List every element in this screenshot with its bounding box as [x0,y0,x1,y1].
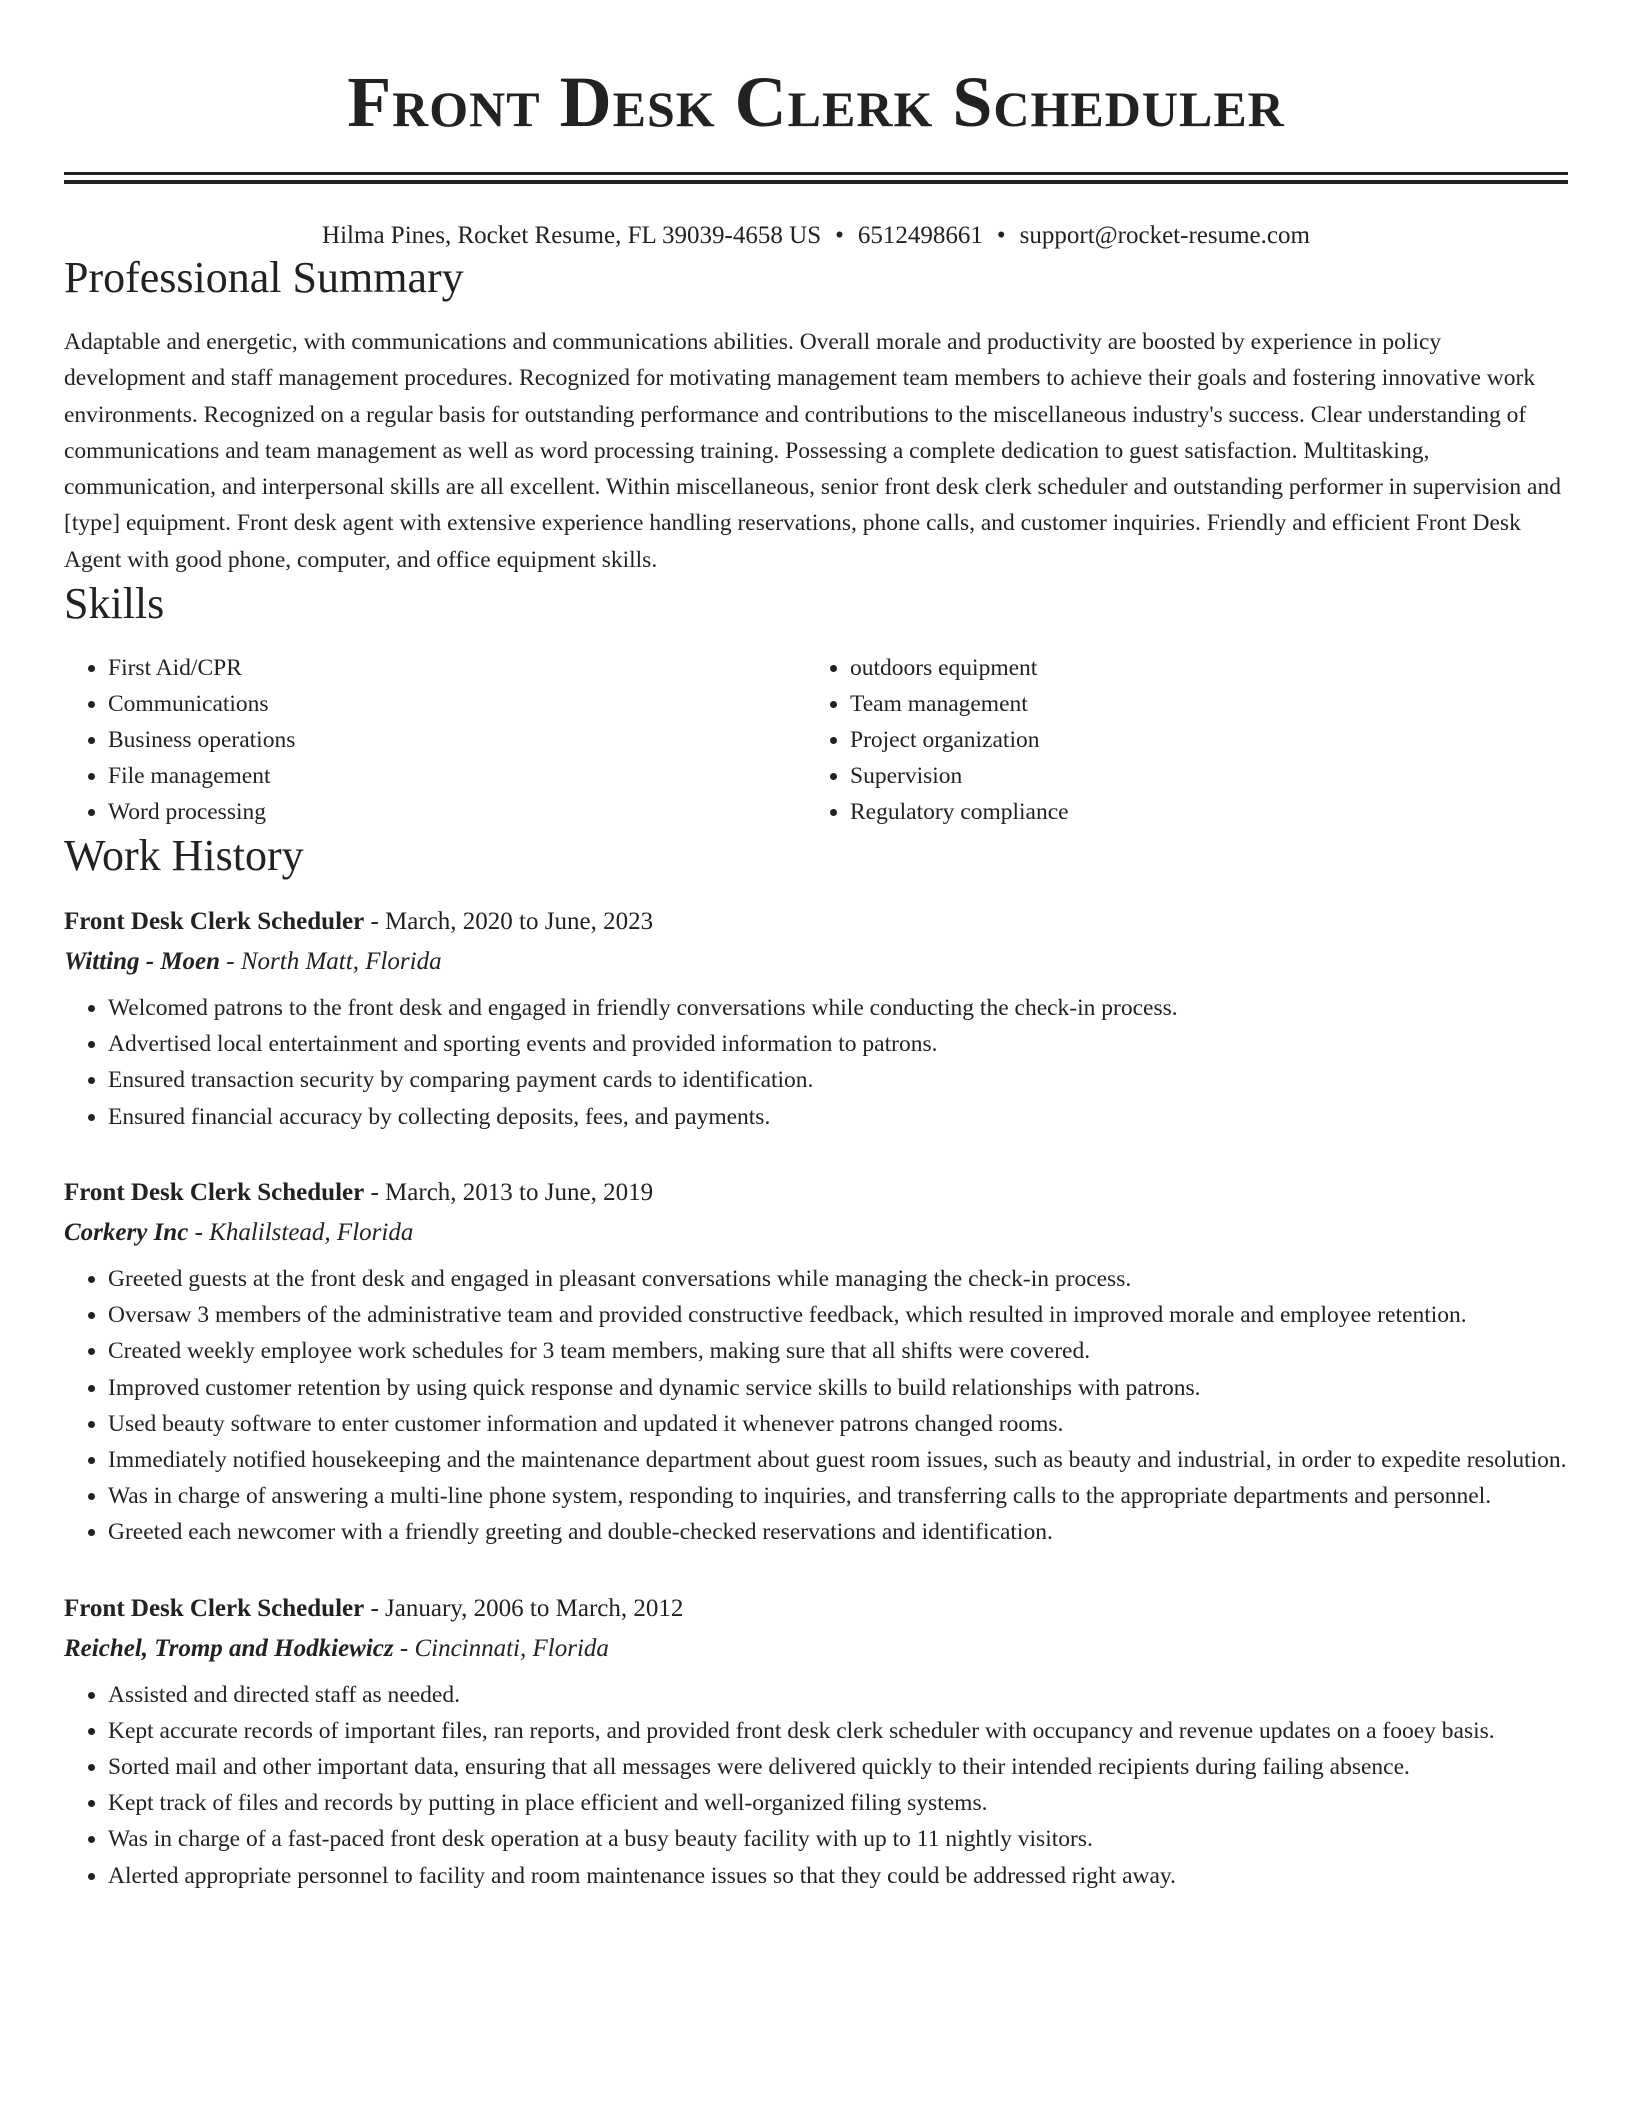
job-location: - North Matt, Florida [226,948,442,976]
job-company: Witting - Moen [64,948,221,976]
job-duty: • Oversaw 3 members of the administrative team and provided constructive feedback, which resulted in improved morale and employee retention. [108,1297,1568,1333]
job-employer [64,1213,1568,1253]
job-entry [64,902,1568,1135]
job-duty: • Was in charge of answering a multi-line phone system, responding to inquiries, and transferring calls to the appropriate departments and personnel. [108,1478,1568,1514]
job-duty: • Welcomed patrons to the front desk and engaged in friendly conversations while conducting the check-in process. [108,990,1568,1026]
job-location: - Khalilstead, Florida [194,1218,414,1246]
job-entry [64,1173,1568,1551]
contact-line [64,220,1568,252]
job-duties [64,990,1568,1135]
candidate-name: Front Desk Clerk Scheduler [347,62,1285,142]
job-entry [64,1589,1568,1894]
job-duty: • Greeted guests at the front desk and engaged in pleasant conversations while managing the check-in process. [108,1261,1568,1297]
skill-item: • Project organization [850,722,1069,758]
job-duty: • Sorted mail and other important data, ensuring that all messages were delivered quickly to their intended recipients during failing absence. [108,1749,1568,1785]
job-duty: • Kept track of files and records by putting in place efficient and well-organized filing systems. [108,1785,1568,1821]
contact-email[interactable]: support@rocket-resume.com [1019,222,1310,249]
job-company: Corkery Inc [64,1218,189,1246]
summary-heading: Professional Summary [64,253,464,302]
job-role: Front Desk Clerk Scheduler [64,908,365,936]
job-dates: - March, 2020 to June, 2023 [370,908,654,936]
job-duty: • Was in charge of a fast-paced front desk operation at a busy beauty facility with up to 11 nightly visitors. [108,1821,1568,1857]
contact-separator: • [835,222,844,249]
summary-text: Adaptable and energetic, with communications and communications abilities. Overall morale and productivity are boosted by experience in policy development and staff management procedures. Recognized for motivating management team members to achieve their goals and fostering innovative work environments. Recognized on a regular basis for outstanding performance and contributions to the miscellaneous industry's success. Clear understanding of communications and team management as well as word processing training. Possessing a complete dedication to guest satisfaction. Multitasking, communication, and interpersonal skills are all excellent. Within miscellaneous, senior front desk clerk scheduler and outstanding performer in supervision and [type] equipment. Front desk agent with extensive experience handling reservations, phone calls, and customer inquiries. Friendly and efficient Front Desk Agent with good phone, computer, and office equipment skills. [64,329,1561,573]
job-company: Reichel, Tromp and Hodkiewicz [64,1634,394,1662]
job-duties [64,1677,1568,1894]
skills-heading: Skills [64,579,165,629]
job-header [64,902,1568,942]
job-duty: • Ensured financial accuracy by collecting deposits, fees, and payments. [108,1099,1568,1135]
job-duty: • Created weekly employee work schedules for 3 team members, making sure that all shifts were covered. [108,1333,1568,1369]
job-header [64,1173,1568,1213]
job-dates: - March, 2013 to June, 2019 [370,1178,654,1206]
job-header [64,1589,1568,1629]
work-history-heading: Work History [64,831,304,881]
job-duty: • Ensured transaction security by comparing payment cards to identification. [108,1062,1568,1098]
job-duties [64,1261,1568,1551]
skill-item: • First Aid/CPR [108,650,806,686]
job-location: - Cincinnati, Florida [399,1634,609,1662]
skill-item: • Supervision [850,758,1069,794]
skill-item: • Regulatory compliance [850,794,1069,830]
skill-item: • Business operations [108,722,806,758]
job-role: Front Desk Clerk Scheduler [64,1178,365,1206]
job-duty: • Alerted appropriate personnel to facility and room maintenance issues so that they could be addressed right away. [108,1858,1568,1894]
job-dates: - January, 2006 to March, 2012 [370,1594,684,1622]
contact-address: Hilma Pines, Rocket Resume, FL 39039-4658 US [322,222,822,249]
job-role: Front Desk Clerk Scheduler [64,1594,365,1622]
skills-column-left [64,650,806,830]
job-employer [64,942,1568,982]
job-duty: • Assisted and directed staff as needed. [108,1677,1568,1713]
job-duty: • Greeted each newcomer with a friendly greeting and double-checked reservations and identification. [108,1514,1568,1550]
skills-column-right [806,650,1069,830]
skill-item: • Word processing [108,794,806,830]
job-duty: • Advertised local entertainment and sporting events and provided information to patrons. [108,1026,1568,1062]
header-divider-thick [64,172,1568,175]
header-divider-thin [64,180,1568,184]
job-duty: • Improved customer retention by using quick response and dynamic service skills to build relationships with patrons. [108,1370,1568,1406]
contact-phone: 6512498661 [857,222,983,249]
job-duty: • Kept accurate records of important files, ran reports, and provided front desk clerk scheduler with occupancy and revenue updates on a fooey basis. [108,1713,1568,1749]
skills-list [64,650,1568,830]
skill-item: • outdoors equipment [850,650,1069,686]
skill-item: • Team management [850,686,1069,722]
job-duty: • Immediately notified housekeeping and the maintenance department about guest room issues, such as beauty and industrial, in order to expedite resolution. [108,1442,1568,1478]
contact-separator: • [996,222,1006,249]
skill-item: • Communications [108,686,806,722]
job-duty: • Used beauty software to enter customer information and updated it whenever patrons changed rooms. [108,1406,1568,1442]
job-employer [64,1629,1568,1669]
skill-item: • File management [108,758,806,794]
